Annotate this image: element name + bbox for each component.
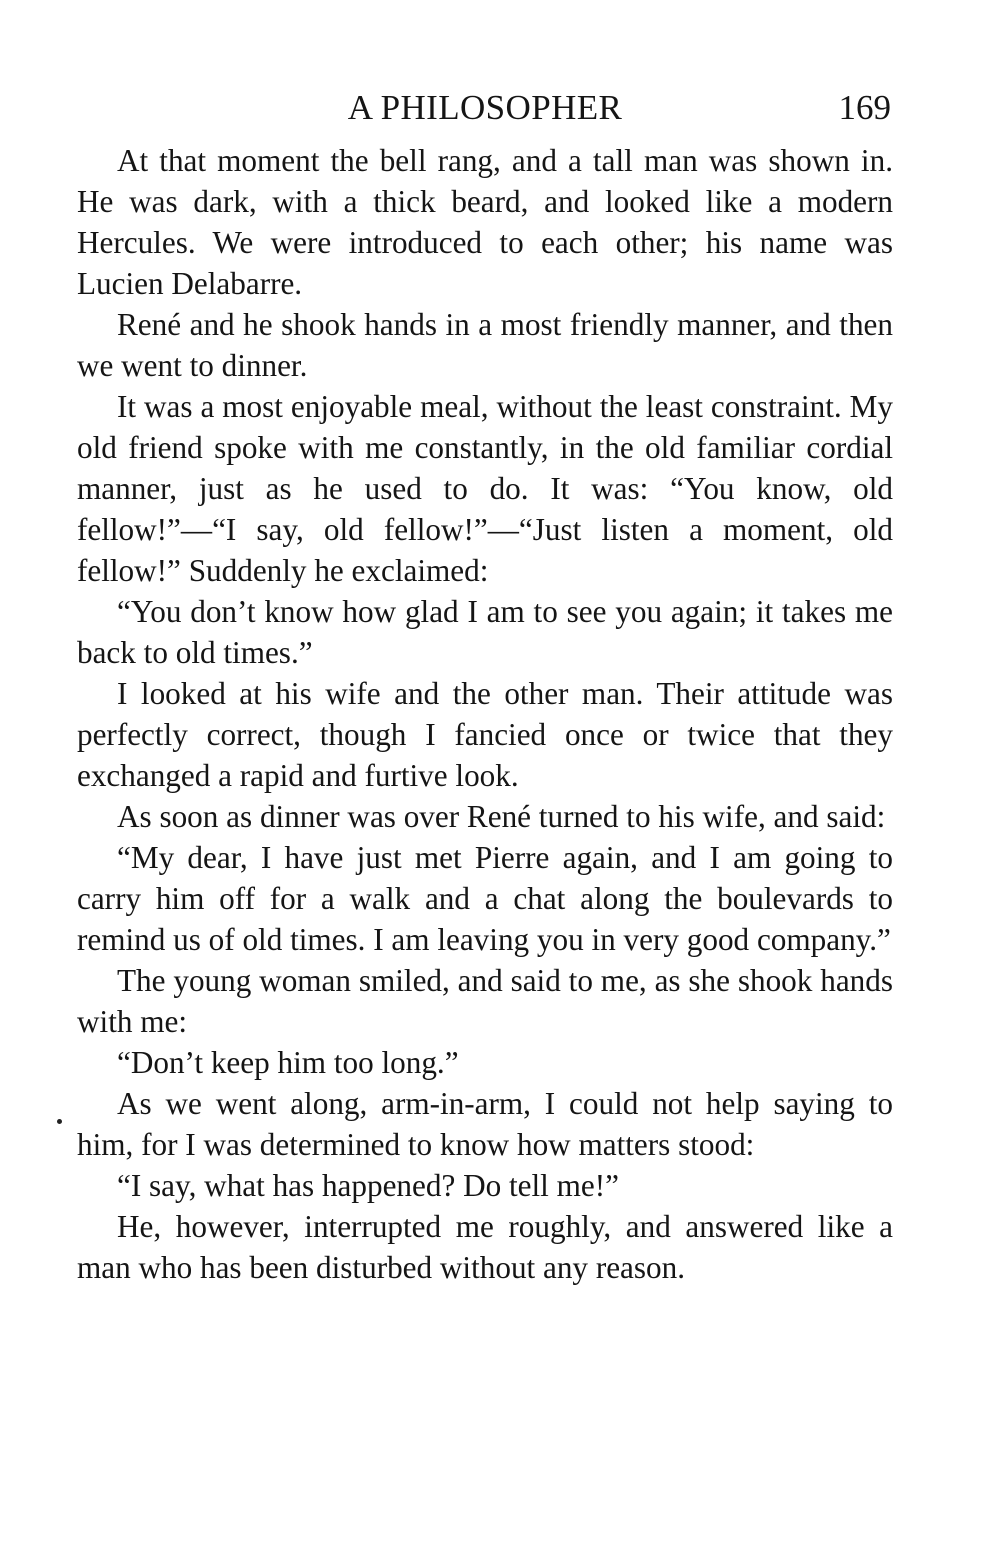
running-title: A PHILOSOPHER (347, 88, 623, 127)
paragraph: It was a most enjoyable meal, without the least constraint. My old friend spoke with me constantly, in the old familiar cordial manner, just as he used to do. It was: “You know, old fellow!”—“I say, old fellow!”—“Just listen a moment, old fellow!” Suddenly he exclaimed: (77, 389, 893, 588)
paragraph: “Don’t keep him too long.” (117, 1045, 459, 1080)
paragraph: “You don’t know how glad I am to see you again; it takes me back to old times.” (77, 594, 893, 670)
body-text (77, 140, 893, 1288)
book-page (77, 82, 893, 1288)
running-header (77, 82, 893, 140)
paragraph: The young woman smiled, and said to me, as she shook hands with me: (77, 963, 893, 1039)
margin-dot-mark (57, 1119, 62, 1124)
paragraph: As soon as dinner was over René turned to his wife, and said: (117, 799, 886, 834)
paragraph: As we went along, arm-in-arm, I could not help saying to him, for I was determined to know how matters stood: (77, 1086, 893, 1162)
paragraph: He, however, interrupted me roughly, and answered like a man who has been disturbed without any reason. (77, 1209, 893, 1285)
paragraph: René and he shook hands in a most friendly manner, and then we went to dinner. (77, 307, 893, 383)
paragraph: “My dear, I have just met Pierre again, and I am going to carry him off for a walk and a chat along the boulevards to remind us of old times. I am leaving you in very good company.” (77, 840, 893, 957)
paragraph: At that moment the bell rang, and a tall man was shown in. He was dark, with a thick beard, and looked like a modern Hercules. We were introduced to each other; his name was Lucien Delabarre. (77, 143, 893, 301)
page-number: 169 (838, 88, 891, 127)
paragraph: “I say, what has happened? Do tell me!” (117, 1168, 619, 1203)
paragraph: I looked at his wife and the other man. Their attitude was perfectly correct, though I fancied once or twice that they exchanged a rapid and furtive look. (77, 676, 893, 793)
